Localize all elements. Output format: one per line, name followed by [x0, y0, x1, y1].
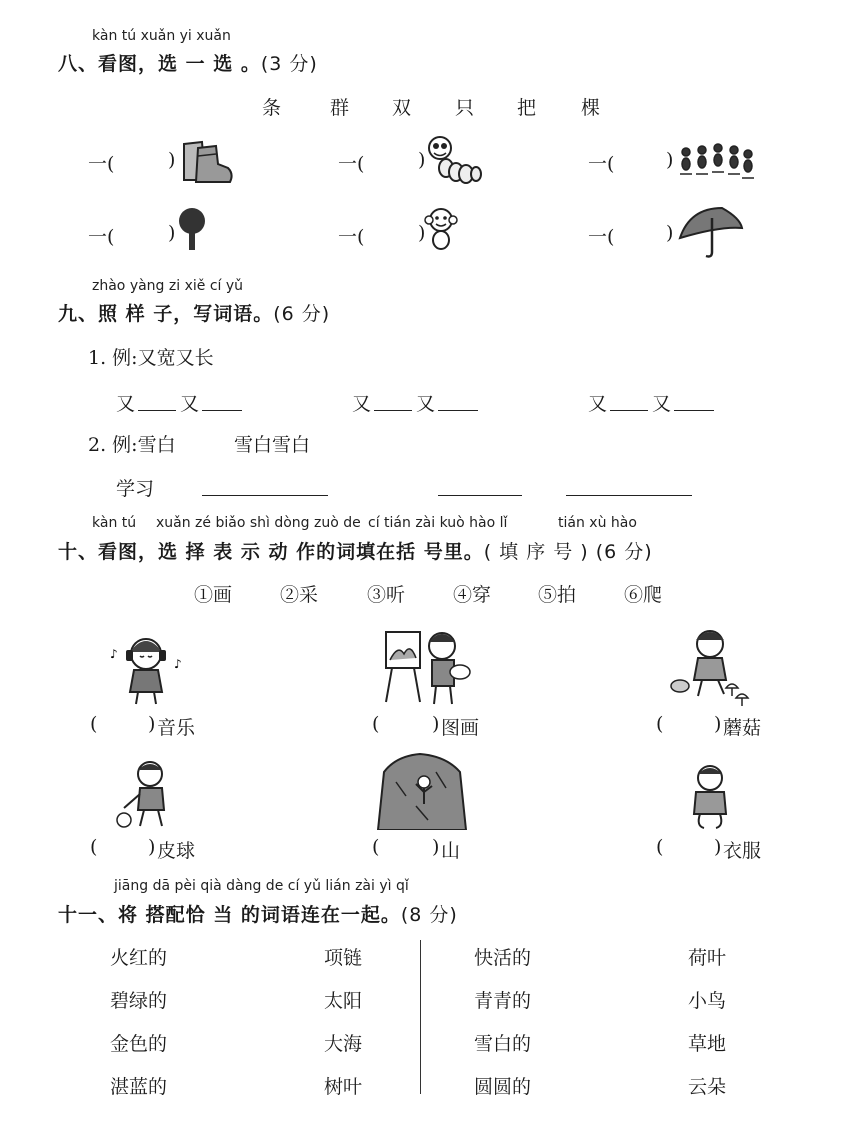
- blank-close-2: ): [418, 149, 426, 171]
- answer-open-1: (: [90, 713, 98, 735]
- match-left-b-4[interactable]: 树叶: [324, 1076, 363, 1098]
- match-right-a-1[interactable]: 快活的: [474, 947, 532, 969]
- section11-pinyin: jiāng dā pèi qià dàng de cí yǔ lián zài yì qǐ: [114, 878, 409, 894]
- answer-line[interactable]: [438, 410, 478, 411]
- section11-title: [58, 900, 458, 927]
- match-right-b-3[interactable]: 草地: [688, 1033, 727, 1055]
- blank-close-5: ): [418, 222, 426, 244]
- you-1a: 又: [116, 393, 136, 415]
- match-right-a-3[interactable]: 雪白的: [474, 1033, 532, 1055]
- climbing-mountain-icon: [376, 752, 468, 830]
- section10-pinyin-4: tián xù hào: [558, 515, 637, 531]
- blank-close-4: ): [168, 222, 176, 244]
- example2-sample: 雪白雪白: [234, 434, 311, 456]
- boy-painting-icon: [382, 622, 472, 708]
- section10-title: [58, 537, 653, 564]
- measure-word-6: 棵: [581, 97, 601, 119]
- answer-word-5: 山: [441, 840, 461, 862]
- answer-open-5: (: [372, 836, 380, 858]
- svg-text:♪: ♪: [110, 647, 118, 661]
- boy-dressing-icon: [684, 762, 736, 830]
- you-2b: 又: [416, 393, 436, 415]
- you-2a: 又: [352, 393, 372, 415]
- section9-score: (6 分): [273, 303, 331, 325]
- blank-open-4: 一(: [88, 226, 115, 248]
- blank-open-3: 一(: [588, 153, 615, 175]
- answer-open-6: (: [656, 836, 664, 858]
- match-left-b-3[interactable]: 大海: [324, 1033, 363, 1055]
- match-right-b-1[interactable]: 荷叶: [688, 947, 727, 969]
- section8-score: (3 分): [260, 53, 318, 75]
- answer-line[interactable]: [202, 495, 328, 496]
- section9-pinyin: zhào yàng zi xiě cí yǔ: [92, 278, 244, 294]
- section8-title-text: 八、看图，选 一 选 。: [58, 53, 261, 75]
- option-2: ②采: [280, 584, 319, 606]
- answer-word-3: 蘑菇: [723, 717, 762, 739]
- blank-close-6: ): [666, 222, 674, 244]
- monkey-icon: [424, 206, 458, 252]
- blank-open-5: 一(: [338, 226, 365, 248]
- answer-open-2: (: [372, 713, 380, 735]
- answer-line[interactable]: [374, 410, 412, 411]
- option-6: ⑥爬: [624, 584, 663, 606]
- column-divider: [420, 940, 421, 1094]
- answer-close-1: ): [148, 713, 156, 735]
- answer-word-2: 图画: [441, 717, 480, 739]
- blank-open-1: 一(: [88, 153, 115, 175]
- answer-line[interactable]: [566, 495, 692, 496]
- section9-title: [58, 299, 330, 326]
- section10-pinyin-1: kàn tú: [92, 515, 137, 531]
- section11-score: (8 分): [400, 904, 458, 926]
- svg-text:♪: ♪: [174, 657, 182, 671]
- answer-line[interactable]: [202, 410, 242, 411]
- match-left-a-4[interactable]: 湛蓝的: [110, 1076, 168, 1098]
- blank-open-6: 一(: [588, 226, 615, 248]
- answer-close-5: ): [432, 836, 440, 858]
- answer-open-4: (: [90, 836, 98, 858]
- section10-score: ( 填 序 号 ) (6 分): [483, 541, 653, 563]
- girl-headphones-icon: [106, 628, 186, 708]
- boots-icon: [176, 136, 234, 188]
- match-right-b-2[interactable]: 小鸟: [688, 990, 727, 1012]
- section8-title: [58, 49, 318, 76]
- section10-pinyin-3: cí tián zài kuò hào lǐ: [368, 515, 508, 531]
- answer-line[interactable]: [610, 410, 648, 411]
- answer-close-6: ): [714, 836, 722, 858]
- measure-word-2: 群: [330, 97, 350, 119]
- option-3: ③听: [367, 584, 406, 606]
- answer-word-4: 皮球: [157, 840, 196, 862]
- answer-line[interactable]: [674, 410, 714, 411]
- option-1: ①画: [194, 584, 233, 606]
- caterpillar-icon: [426, 134, 482, 186]
- girl-mushrooms-icon: [668, 624, 750, 708]
- blank-close-1: ): [168, 149, 176, 171]
- measure-word-4: 只: [455, 97, 475, 119]
- girl-ball-icon: [112, 758, 180, 830]
- umbrella-icon: [676, 204, 744, 260]
- measure-word-1: 条: [262, 97, 282, 119]
- section9-title-text: 九、照 样 子，写词语。: [58, 303, 274, 325]
- match-left-a-1[interactable]: 火红的: [110, 947, 168, 969]
- example1-label: 1. 例:又宽又长: [88, 347, 214, 369]
- match-left-a-2[interactable]: 碧绿的: [110, 990, 168, 1012]
- answer-line[interactable]: [138, 410, 176, 411]
- you-1b: 又: [180, 393, 200, 415]
- option-5: ⑤拍: [538, 584, 577, 606]
- example2-label: 2. 例:雪白: [88, 434, 176, 456]
- option-4: ④穿: [453, 584, 492, 606]
- answer-close-2: ): [432, 713, 440, 735]
- section8-pinyin: kàn tú xuǎn yi xuǎn: [92, 28, 231, 44]
- answer-line[interactable]: [438, 495, 522, 496]
- match-right-b-4[interactable]: 云朵: [688, 1076, 727, 1098]
- match-right-a-4[interactable]: 圆圆的: [474, 1076, 532, 1098]
- section10-title-text: 十、看图，选 择 表 示 动 作的词填在括 号里。: [58, 541, 484, 563]
- xuexi-word: 学习: [116, 478, 155, 500]
- answer-close-4: ): [148, 836, 156, 858]
- answer-open-3: (: [656, 713, 664, 735]
- match-right-a-2[interactable]: 青青的: [474, 990, 532, 1012]
- measure-word-3: 双: [392, 97, 412, 119]
- section10-pinyin-2: xuǎn zé biǎo shì dòng zuò de: [156, 515, 361, 531]
- blank-open-2: 一(: [338, 153, 365, 175]
- ants-icon: [676, 138, 756, 182]
- answer-close-3: ): [714, 713, 722, 735]
- match-left-b-2[interactable]: 太阳: [324, 990, 363, 1012]
- section11-title-text: 十一、将 搭配恰 当 的词语连在一起。: [58, 904, 401, 926]
- measure-word-5: 把: [517, 97, 537, 119]
- match-left-b-1[interactable]: 项链: [324, 947, 363, 969]
- you-3a: 又: [588, 393, 608, 415]
- answer-word-1: 音乐: [157, 717, 196, 739]
- match-left-a-3[interactable]: 金色的: [110, 1033, 168, 1055]
- you-3b: 又: [652, 393, 672, 415]
- tree-icon: [174, 206, 210, 252]
- blank-close-3: ): [666, 149, 674, 171]
- answer-word-6: 衣服: [723, 840, 762, 862]
